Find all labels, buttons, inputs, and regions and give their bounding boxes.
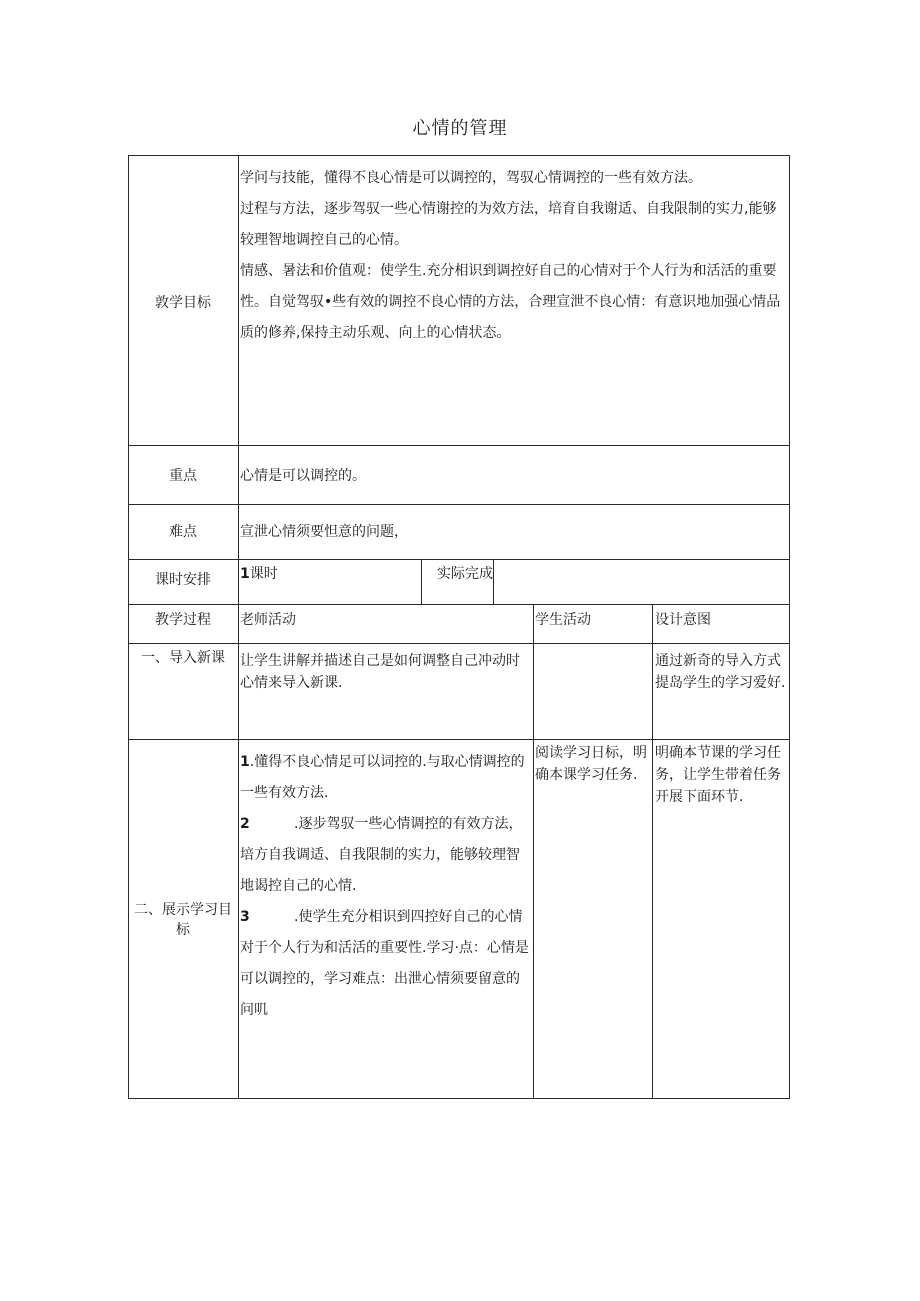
grid-line [128, 739, 790, 740]
grid-line [128, 445, 790, 446]
step1-design: 通过新奇的导入方式提岛学生的学习爱好. [655, 653, 786, 691]
grid-line [238, 155, 239, 1099]
difficulty-text: 宣泄心情须要怛意的问题， [240, 524, 408, 540]
grid-line [533, 604, 534, 1099]
learning-goal-number: 1 [240, 754, 250, 770]
schedule-hours [240, 565, 420, 583]
process-label: 教学过程 [155, 612, 211, 628]
objective-knowledge: 学问与技能，懂得不良心情是可以调控的，驾驭心情调控的一些有效方法。 [240, 170, 702, 186]
step2-design: 明确本节课的学习任务，让学生带着任务开展下面环节. [655, 745, 781, 805]
design-intent-header: 设计意图 [655, 612, 711, 628]
grid-line [128, 643, 790, 644]
schedule-label: 课时安排 [155, 572, 211, 588]
schedule-hours-number: 1 [240, 566, 250, 582]
step2-student: 阅读学习日标，明确本课学习任务. [535, 745, 647, 783]
teacher-activity-header: 老师活动 [240, 612, 296, 628]
objective-emotion: 情感、暑法和价值观：使学生.充分相识到调控好自己的心情对于个人行为和活活的重要性。自觉驾驭•些有效的调控不良心情的方法，合理宣泄不良心情：有意识地加强心情品质的修养,保持主动乐观、向上的心情状态。 [240, 263, 781, 341]
learning-goal-number: 3 [240, 909, 250, 925]
grid-line [128, 559, 790, 560]
actual-completion-label: 实际完成 [437, 566, 493, 582]
page-title: 心情的管理 [412, 118, 508, 139]
difficulty-label: 难点 [169, 524, 197, 540]
step1-teacher: 让学生讲解并描述自己是如何调整自己冲动时心情来导入新课. [240, 653, 520, 691]
learning-goal-number: 2 [240, 816, 250, 832]
key-point-text: 心情是可以调控的。 [240, 468, 366, 484]
objectives-content [240, 163, 788, 349]
step2-label: 二、展示学习目标 [134, 902, 232, 938]
grid-line [128, 604, 790, 605]
grid-line [128, 504, 790, 505]
learning-goal-text: .逐步驾驭一些心情调控的有效方法，培方自我调适、自我限制的实力，能够较理智地谒控自己的心情. [240, 816, 523, 894]
learning-goal-item [240, 809, 530, 902]
learning-goal-text: .懂得不良心情足可以词控的.与取心情调控的一些有效方法. [240, 754, 525, 801]
grid-line [652, 604, 653, 1099]
schedule-hours-unit: 课时 [249, 566, 278, 582]
objective-process: 过程与方法，逐步驾驭一些心情谢控的为效方法，培育自我谢适、自我限制的实力,能够较理智地调控自己的心情。 [240, 201, 777, 248]
learning-goal-item [240, 902, 530, 1026]
learning-goal-item [240, 747, 530, 809]
student-activity-header: 学生活动 [535, 612, 591, 628]
step2-teacher [240, 747, 530, 1026]
learning-goal-text: .使学生充分相识到四控好自己的心情对于个人行为和活活的重要性.学习·点：心情是可以调控的，学习难点：出泄心情须要留意的问叽 [240, 909, 529, 1018]
key-point-label: 重点 [169, 468, 197, 484]
step1-label: 一、导入新课 [141, 650, 225, 666]
objectives-label: 敦学目标 [155, 295, 211, 311]
